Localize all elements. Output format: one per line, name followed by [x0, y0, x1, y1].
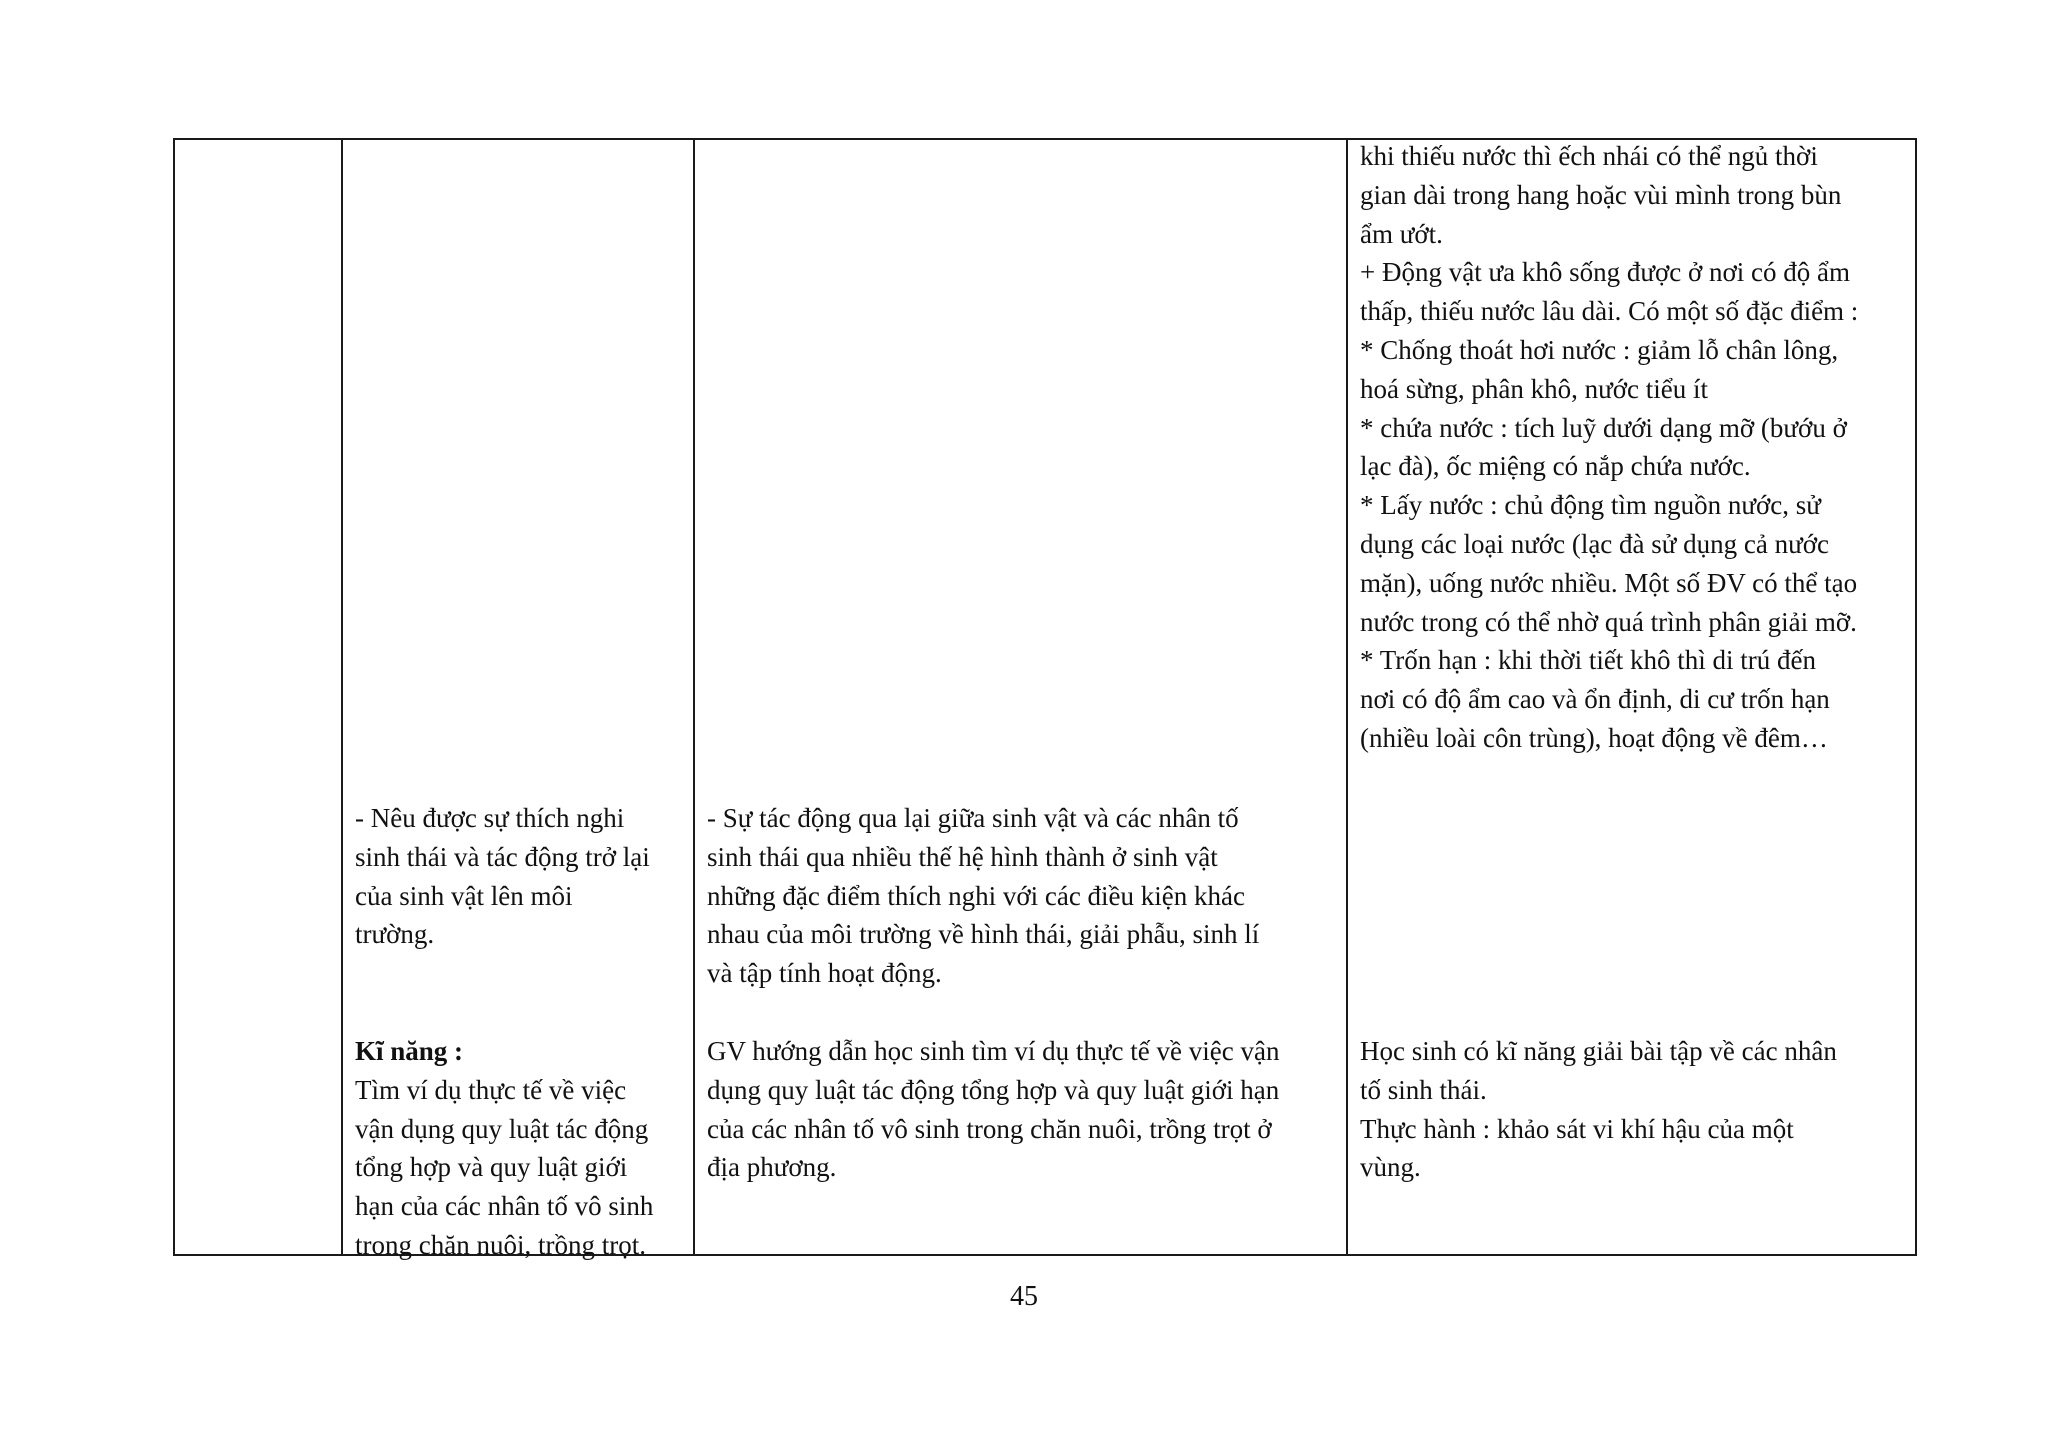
- table-cell-content: [694, 139, 1347, 1255]
- table-cell-col1: [174, 139, 342, 1255]
- table-row: [174, 139, 1916, 1255]
- notes-skill-text: Học sinh có kĩ năng giải bài tập về các nhân tố sinh thái. Thực hành : khảo sát vi khí hậu của một vùng.: [1360, 1036, 1837, 1183]
- table-cell-objectives: [342, 139, 694, 1260]
- page-number: 45: [1010, 1281, 1038, 1312]
- content-table: [173, 138, 1917, 1260]
- content-adaptation-text: - Sự tác động qua lại giữa sinh vật và các nhân tố sinh thái qua nhiều thế hệ hình thành ở sinh vật những đặc điểm thích nghi với các điều kiện khác nhau của môi trường về hình thái, giải phẫu, sinh lí và tập tính hoạt động.: [707, 803, 1260, 989]
- skill-heading: Kĩ năng :: [355, 1036, 464, 1066]
- content-skill-text: GV hướng dẫn học sinh tìm ví dụ thực tế về việc vận dụng quy luật tác động tổng hợp và quy luật giới hạn của các nhân tố vô sinh trong chăn nuôi, trồng trọt ở địa phương.: [707, 1036, 1280, 1183]
- notes-animal-water-text: khi thiếu nước thì ếch nhái có thể ngủ thời gian dài trong hang hoặc vùi mình trong bùn ẩm ướt. + Động vật ưa khô sống được ở nơi có độ ẩm thấp, thiếu nước lâu dài. Có một số đặc điểm : * Chống thoát hơi nước : giảm lỗ chân lông, hoá sừng, phân khô, nước tiểu ít * chứa nước : tích luỹ dưới dạng mỡ (bướu ở lạc đà), ốc miệng có nắp chứa nước. * Lấy nước : chủ động tìm nguồn nước, sử dụng các loại nước (lạc đà sử dụng cả nước mặn), uống nước nhiều. Một số ĐV có thể tạo nước trong có thể nhờ quá trình phân giải mỡ. * Trốn hạn : khi thời tiết khô thì di trú đến nơi có độ ẩm cao và ổn định, di cư trốn hạn (nhiều loài côn trùng), hoạt động về đêm…: [1360, 141, 1859, 753]
- objective-skill-text: Kĩ năng : Tìm ví dụ thực tế về việc vận dụng quy luật tác động tổng hợp và quy luật giới hạn của các nhân tố vô sinh trong chăn nuôi, trồng trọt.: [355, 1032, 683, 1265]
- objective-adaptation-text: - Nêu được sự thích nghi sinh thái và tác động trở lại của sinh vật lên môi trường.: [355, 803, 650, 950]
- table-cell-notes: [1347, 139, 1916, 1255]
